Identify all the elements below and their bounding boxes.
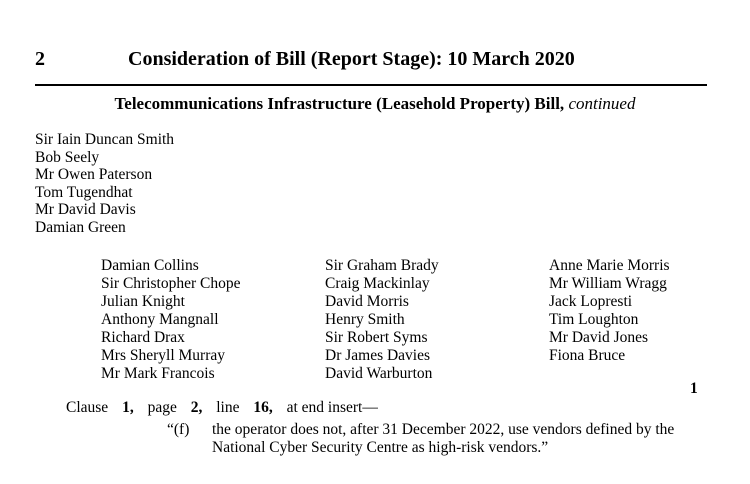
supporter-name: Sir Christopher Chope (101, 275, 241, 292)
supporter-name: David Warburton (325, 365, 433, 382)
page-header-title: Consideration of Bill (Report Stage): 10 March 2020 (128, 48, 575, 70)
supporter-name: Mrs Sheryll Murray (101, 347, 225, 364)
amendment-instruction: at end insert— (286, 399, 378, 416)
header-rule (35, 84, 707, 86)
supporter-name: Sir Graham Brady (325, 257, 439, 274)
supporter-name: Henry Smith (325, 311, 405, 328)
supporter-name: David Morris (325, 293, 409, 310)
supporter-column-3 (549, 257, 670, 365)
sponsor-name: Damian Green (35, 218, 126, 236)
supporter-name: Mr William Wragg (549, 275, 667, 292)
amendment-number: 1 (690, 380, 698, 397)
supporter-name: Anthony Mangnall (101, 311, 219, 328)
supporter-name: Damian Collins (101, 257, 199, 274)
supporter-name: Mr Mark Francois (101, 365, 215, 382)
paragraph-marker: “(f) (167, 421, 190, 438)
supporter-name: Tim Loughton (549, 311, 639, 328)
line-word: line (216, 399, 240, 416)
sponsor-name: Tom Tugendhat (35, 183, 133, 201)
supporter-name: Mr David Jones (549, 329, 649, 346)
supporter-name: Craig Mackinlay (325, 275, 430, 292)
supporter-name: Richard Drax (101, 329, 185, 346)
bill-title (0, 94, 750, 114)
clause-word: Clause (66, 399, 109, 416)
line-number: 16, (253, 399, 273, 416)
page-word: page (147, 399, 177, 416)
supporter-name: Julian Knight (101, 293, 185, 310)
supporter-name: Dr James Davies (325, 347, 431, 364)
supporter-name: Anne Marie Morris (549, 257, 670, 274)
supporter-column-1 (101, 257, 241, 383)
sponsor-name: Sir Iain Duncan Smith (35, 131, 175, 148)
clause-number: 1, (122, 399, 134, 416)
sponsor-name: Mr Owen Paterson (35, 166, 153, 184)
inserted-text (167, 421, 712, 457)
page-ref-number: 2, (190, 399, 203, 416)
sponsor-name: Bob Seely (35, 148, 100, 166)
page-number: 2 (35, 48, 45, 70)
inserted-paragraph: the operator does not, after 31 December 2022, use vendors defined by the National Cyber Security Centre as high-risk vendors.” (212, 421, 675, 456)
supporter-name: Fiona Bruce (549, 347, 626, 364)
sponsor-name: Mr David Davis (35, 201, 136, 219)
continued-label: continued (568, 94, 636, 113)
supporter-name: Jack Lopresti (549, 293, 633, 310)
sponsor-list (35, 131, 174, 237)
bill-name: Telecommunications Infrastructure (Leasehold Property) Bill, (114, 94, 565, 113)
amendment-location (66, 399, 378, 417)
supporter-column-2 (325, 257, 439, 383)
supporter-name: Sir Robert Syms (325, 329, 428, 346)
